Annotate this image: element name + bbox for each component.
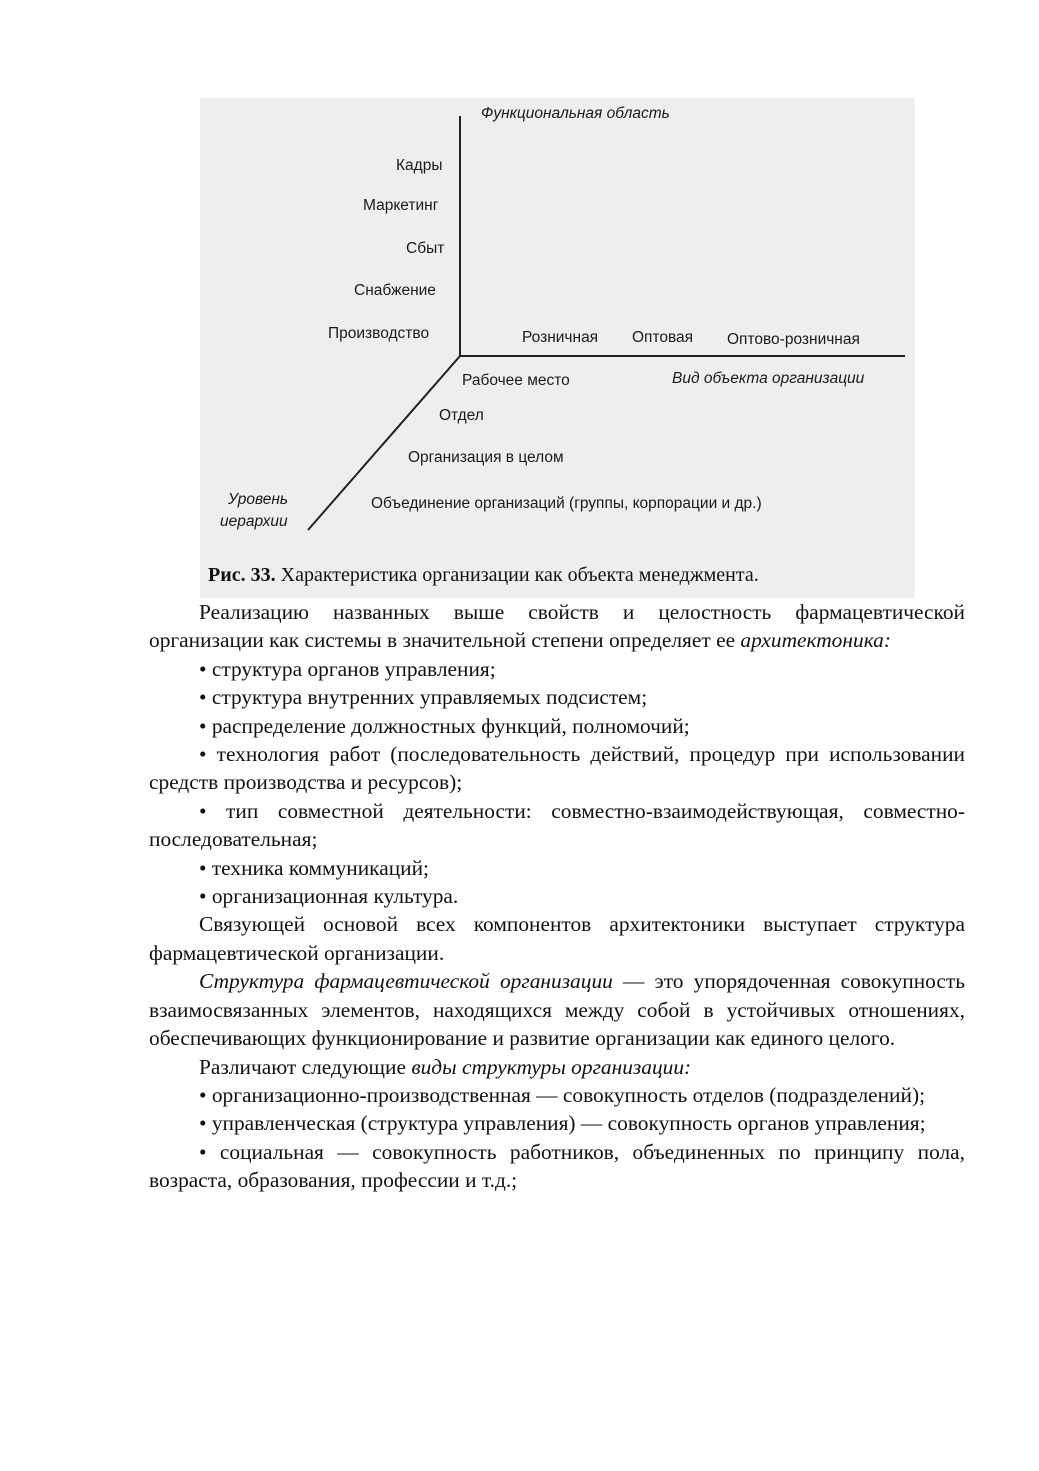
list-item: • социальная — совокупность работников, объединенных по принципу пола, возраста, образования, профессии и т.д.; xyxy=(149,1139,965,1193)
list-item: • технология работ (последовательность действий, процедур при использовании средств производства и ресурсов); xyxy=(149,742,965,795)
vertical-item: Производство xyxy=(328,325,430,342)
figure-caption xyxy=(208,564,759,587)
list-item: • распределение должностных функций, полномочий; xyxy=(199,713,690,738)
paragraph xyxy=(149,967,965,1052)
diagonal-axis-title-line2: иерархии xyxy=(220,513,288,530)
list-item: • организационная культура. xyxy=(199,884,459,909)
paragraph: Связующей основой всех компонентов архитектоники выступает структура фармацевтической организации. xyxy=(149,912,965,965)
term-italic: виды структуры организации: xyxy=(411,1054,692,1079)
list-item: • структура внутренних управляемых подсистем; xyxy=(199,685,648,710)
diagonal-item: Объединение организаций (группы, корпорации и др.) xyxy=(371,495,762,512)
list-item: • организационно-производственная — совокупность отделов (подразделений); xyxy=(199,1082,926,1107)
vertical-axis-title: Функциональная область xyxy=(481,105,670,122)
paragraph-text: — это упорядоченная совокупность взаимосвязанных элементов, находящихся между собой в устойчивых отношениях, обеспечивающих функционирование и развитие организации как единого целого. xyxy=(149,969,965,1051)
list-item: • структура органов управления; xyxy=(199,656,496,681)
paragraph-text: Реализацию названных выше свойств и целостность фармацевтической организации как системы в значительной степени определяет ее xyxy=(149,600,965,653)
paragraph xyxy=(149,1053,965,1081)
body-text xyxy=(149,598,965,1195)
paragraph-text: Различают следующие xyxy=(199,1054,412,1079)
list-item: • тип совместной деятельности: совместно-взаимодействующая, совместно-последовательная; xyxy=(149,798,965,852)
figure xyxy=(200,98,915,598)
list-item: • управленческая (структура управления) — совокупность органов управления; xyxy=(199,1111,926,1136)
caption-number: Рис. 33. xyxy=(208,564,276,586)
vertical-item: Сбыт xyxy=(406,240,445,257)
horizontal-item: Розничная xyxy=(522,329,599,346)
diagonal-item: Рабочее место xyxy=(462,372,570,389)
horizontal-item: Оптово-розничная xyxy=(727,331,860,348)
vertical-item: Снабжение xyxy=(354,282,436,299)
axes-diagram xyxy=(200,98,915,598)
vertical-item: Маркетинг xyxy=(363,197,439,214)
diagonal-item: Организация в целом xyxy=(408,449,564,466)
horizontal-item: Оптовая xyxy=(632,329,694,346)
list-item: • техника коммуникаций; xyxy=(199,855,430,880)
caption-text: Характеристика организации как объекта менеджмента. xyxy=(280,564,759,586)
paragraph xyxy=(149,598,965,655)
diagonal-axis-title-line1: Уровень xyxy=(228,491,289,508)
term-italic: архитектоника: xyxy=(740,628,891,653)
term-italic: Структура фармацевтической организации xyxy=(199,969,613,994)
vertical-item: Кадры xyxy=(396,157,443,174)
diagonal-item: Отдел xyxy=(439,407,484,424)
horizontal-axis-title: Вид объекта организации xyxy=(672,370,865,387)
